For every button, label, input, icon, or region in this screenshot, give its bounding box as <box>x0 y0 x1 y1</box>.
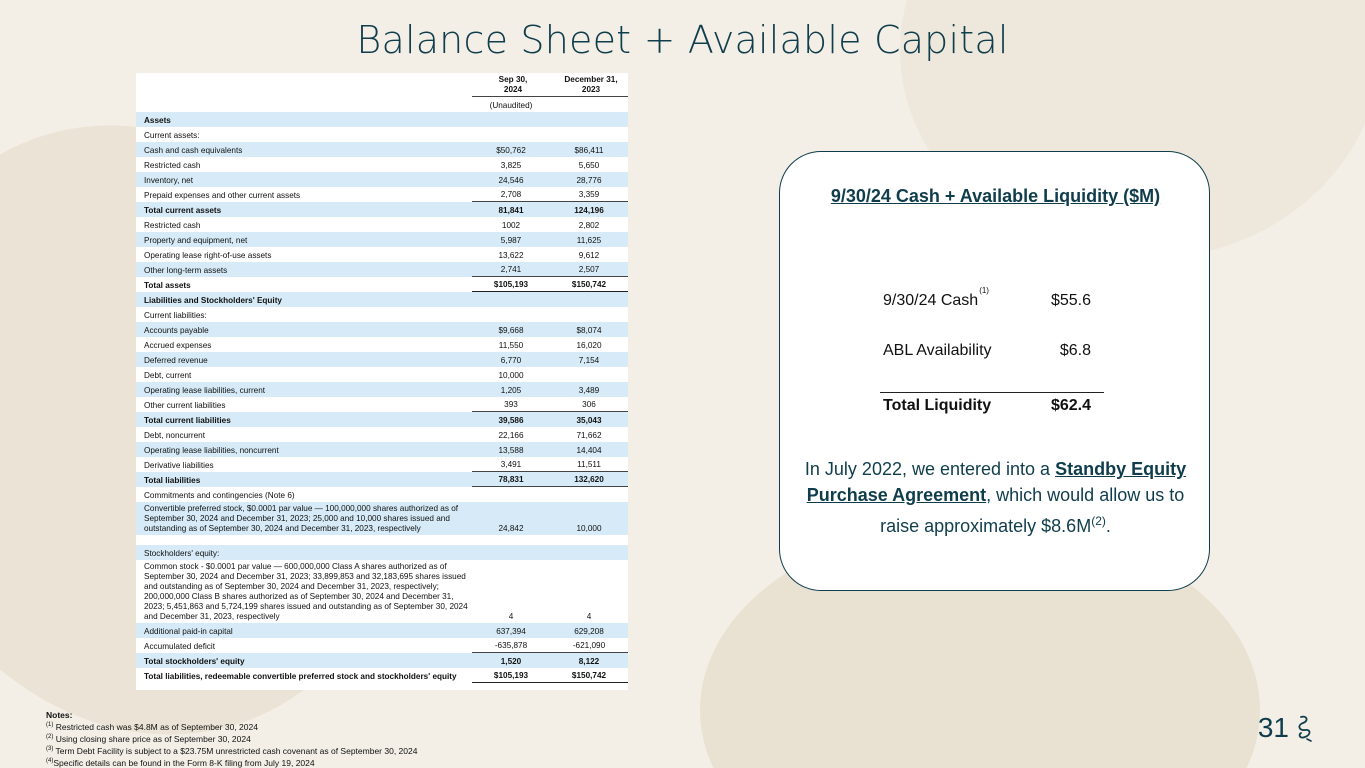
table-row <box>136 337 628 352</box>
row-label: Commitments and contingencies (Note 6) <box>144 490 295 500</box>
cash-note: (1) <box>979 286 989 295</box>
table-row <box>136 560 628 623</box>
value-sep-2024 <box>472 112 550 127</box>
value-dec-2023: 306 <box>550 397 628 412</box>
value-dec-2023 <box>550 292 628 307</box>
value-sep-2024: 24,546 <box>472 172 550 187</box>
value-dec-2023: $150,742 <box>550 277 628 292</box>
table-row <box>136 502 628 535</box>
row-label: Common stock - $0.0001 par value — 600,000,000 Class A shares authorized as of September 30, 2024 and December 31, 2023; 33,899,853 and 32,183,695 shares issued and outstanding as of September 30, 2024 and December 31, 2023, respectively; 200,000,000 Class B shares authorized as of September 30, 2024 and December 31, 2023; 5,451,863 and 5,724,199 shares issued and outstanding as of September 30, 2024 and December 31, 2023, respectively <box>144 561 468 621</box>
value-sep-2024: 3,825 <box>500 160 522 170</box>
row-label: Prepaid expenses and other current assets <box>144 190 301 200</box>
value-sep-2024: 1,205 <box>472 382 550 397</box>
value-dec-2023: 14,404 <box>550 442 628 457</box>
value-dec-2023: 4 <box>586 611 592 621</box>
table-row <box>136 352 628 367</box>
note-2: $^{(2)}$ Using closing share price as of September 30, 2024 <box>46 734 251 745</box>
value-sep-2024 <box>472 307 550 322</box>
value-dec-2023: 10,000 <box>550 502 628 535</box>
value-dec-2023: 8,122 <box>550 653 628 668</box>
spacer-row <box>136 535 628 545</box>
total-value: $62.4 <box>1050 397 1091 414</box>
value-sep-2024: 81,841 <box>472 202 550 217</box>
row-label: Other long-term assets <box>136 262 472 277</box>
value-dec-2023: 2,802 <box>578 220 600 230</box>
table-row <box>136 247 628 262</box>
value-sep-2024: $105,193 <box>472 668 550 683</box>
table-row <box>136 172 628 187</box>
value-sep-2024 <box>472 487 550 502</box>
table-row <box>136 545 628 560</box>
table-row <box>136 427 628 442</box>
value-sep-2024: 2,741 <box>472 262 550 277</box>
row-label: Convertible preferred stock, $0.0001 par value — 100,000,000 shares authorized as of September 30, 2024 and December 31, 2023; 25,000 and 10,000 shares issued and outstanding as of September 30, 2024 and December 31, 2023, respectively <box>136 502 472 535</box>
value-dec-2023: 16,020 <box>576 340 602 350</box>
row-label: Inventory, net <box>136 172 472 187</box>
value-dec-2023: 3,359 <box>550 187 628 202</box>
table-row <box>136 202 628 217</box>
table-row <box>136 653 628 668</box>
row-label: Total current liabilities <box>136 412 472 427</box>
table-row <box>136 322 628 337</box>
value-dec-2023: $8,074 <box>550 322 628 337</box>
row-label: Current liabilities: <box>144 310 207 320</box>
row-label: Total liabilities <box>136 472 472 487</box>
table-row <box>136 442 628 457</box>
liquidity-row-cash <box>880 286 1104 342</box>
value-sep-2024: 13,622 <box>498 250 524 260</box>
row-label: Total assets <box>144 280 191 290</box>
value-dec-2023: -621,090 <box>550 638 628 653</box>
value-sep-2024: $50,762 <box>472 142 550 157</box>
table-row <box>136 472 628 487</box>
row-label: Accrued expenses <box>144 340 212 350</box>
value-sep-2024 <box>472 292 550 307</box>
value-sep-2024: 6,770 <box>472 352 550 367</box>
company-logo-icon <box>1293 713 1315 743</box>
value-sep-2024: 39,586 <box>472 412 550 427</box>
row-label: Accumulated deficit <box>144 641 215 651</box>
value-sep-2024 <box>472 545 550 560</box>
table-row <box>136 187 628 202</box>
value-dec-2023: 124,196 <box>550 202 628 217</box>
value-sep-2024 <box>472 127 550 142</box>
table-row <box>136 668 628 683</box>
value-dec-2023: 71,662 <box>576 430 602 440</box>
value-sep-2024: 1,520 <box>472 653 550 668</box>
table-row <box>136 397 628 412</box>
value-dec-2023: 11,511 <box>550 457 628 472</box>
value-sep-2024: $105,193 <box>472 277 550 292</box>
liquidity-title: 9/30/24 Cash + Available Liquidity ($M) <box>830 186 1161 206</box>
table-row <box>136 262 628 277</box>
value-sep-2024: 10,000 <box>498 370 524 380</box>
value-sep-2024: 24,842 <box>472 502 550 535</box>
table-row <box>136 623 628 638</box>
table-row <box>136 127 628 142</box>
row-label: Derivative liabilities <box>144 460 214 470</box>
value-dec-2023: 2,507 <box>550 262 628 277</box>
liquidity-panel <box>779 151 1210 591</box>
value-dec-2023: 9,612 <box>578 250 600 260</box>
value-dec-2023 <box>550 307 628 322</box>
row-label: Operating lease right-of-use assets <box>144 250 272 260</box>
balance-sheet-table <box>136 73 628 690</box>
value-sep-2024: 13,588 <box>472 442 550 457</box>
value-dec-2023 <box>550 545 628 560</box>
value-dec-2023: 7,154 <box>550 352 628 367</box>
value-sep-2024: 1002 <box>501 220 521 230</box>
note-1: $^{(1)}$ Restricted cash was $4.8M as of September 30, 2024 <box>46 722 258 733</box>
row-label: Other current liabilities <box>144 400 226 410</box>
table-row <box>136 277 628 292</box>
notes-heading: Notes: <box>46 710 73 720</box>
row-label: Restricted cash <box>144 220 201 230</box>
abl-label: ABL Availability <box>883 342 992 359</box>
unaudited-label: (Unaudited) <box>489 100 533 110</box>
value-dec-2023: 5,650 <box>578 160 600 170</box>
row-label: Total stockholders' equity <box>136 653 472 668</box>
table-row <box>136 367 628 382</box>
value-dec-2023 <box>550 487 628 502</box>
page-title: Balance Sheet + Available Capital <box>356 18 1009 62</box>
value-sep-2024: 393 <box>472 397 550 412</box>
table-row <box>136 307 628 322</box>
cash-label: 9/30/24 Cash <box>883 292 979 309</box>
value-sep-2024: 5,987 <box>472 232 550 247</box>
row-label: Operating lease liabilities, current <box>136 382 472 397</box>
row-label: Cash and cash equivalents <box>136 142 472 157</box>
value-sep-2024: $9,668 <box>472 322 550 337</box>
table-row <box>136 638 628 653</box>
row-label: Current assets: <box>144 130 200 140</box>
value-sep-2024: 11,550 <box>498 340 524 350</box>
value-dec-2023 <box>550 367 628 382</box>
value-sep-2024: 78,831 <box>472 472 550 487</box>
table-row <box>136 232 628 247</box>
page-number: 31 <box>1257 712 1289 743</box>
liquidity-row-total <box>880 392 1104 422</box>
table-row <box>136 457 628 472</box>
liquidity-row-abl <box>880 342 1104 392</box>
value-dec-2023: $86,411 <box>550 142 628 157</box>
table-row <box>136 217 628 232</box>
table-row <box>136 487 628 502</box>
sepa-description: In July 2022, we entered into a Standby Equity Purchase Agreement, which would allow us to raise approximately $\$8.6M^{(2)}$. <box>804 459 1187 536</box>
abl-value: $6.8 <box>1059 342 1091 359</box>
value-sep-2024: 22,166 <box>498 430 524 440</box>
table-row <box>136 292 628 307</box>
row-label: Liabilities and Stockholders' Equity <box>136 292 472 307</box>
value-sep-2024: 3,491 <box>472 457 550 472</box>
liquidity-table <box>880 286 1104 422</box>
column-header-sep-2024: Sep 30, 2024 <box>472 73 550 97</box>
total-label: Total Liquidity <box>883 397 992 414</box>
page-number-area <box>1258 712 1315 744</box>
value-sep-2024: 4 <box>508 611 514 621</box>
row-label: Debt, noncurrent <box>144 430 205 440</box>
table-row <box>136 412 628 427</box>
footnotes <box>46 710 417 768</box>
table-row <box>136 112 628 127</box>
sepa-link[interactable]: Standby Equity Purchase Agreement <box>806 459 1187 505</box>
value-dec-2023: 35,043 <box>550 412 628 427</box>
table-row <box>136 142 628 157</box>
row-label: Restricted cash <box>144 160 201 170</box>
value-dec-2023: 132,620 <box>550 472 628 487</box>
value-dec-2023 <box>550 112 628 127</box>
column-header-dec-2023: December 31, 2023 <box>550 73 628 97</box>
row-label: Stockholders' equity: <box>136 545 472 560</box>
value-sep-2024: 637,394 <box>472 623 550 638</box>
row-label: Assets <box>136 112 472 127</box>
value-sep-2024: 2,708 <box>472 187 550 202</box>
row-label: Operating lease liabilities, noncurrent <box>136 442 472 457</box>
row-label: Total current assets <box>136 202 472 217</box>
value-sep-2024: -635,878 <box>472 638 550 653</box>
row-label: Debt, current <box>144 370 192 380</box>
value-dec-2023: 28,776 <box>550 172 628 187</box>
table-row <box>136 382 628 397</box>
value-dec-2023: 11,625 <box>550 232 628 247</box>
value-dec-2023 <box>550 127 628 142</box>
row-label: Total liabilities, redeemable convertible preferred stock and stockholders' equity <box>144 671 457 681</box>
note-4: $^{(4)}$Specific details can be found in the Form 8-K filing from July 19, 2024 <box>46 758 315 768</box>
table-row <box>136 157 628 172</box>
row-label: Property and equipment, net <box>136 232 472 247</box>
row-label: Accounts payable <box>136 322 472 337</box>
value-dec-2023: 3,489 <box>550 382 628 397</box>
cash-value: $55.6 <box>1050 292 1091 309</box>
value-dec-2023: 629,208 <box>550 623 628 638</box>
note-3: $^{(3)}$ Term Debt Facility is subject to a $23.75M unrestricted cash covenant as of September 30, 2024 <box>46 746 418 757</box>
row-label: Deferred revenue <box>136 352 472 367</box>
value-dec-2023: $150,742 <box>550 668 628 683</box>
row-label: Additional paid-in capital <box>136 623 472 638</box>
